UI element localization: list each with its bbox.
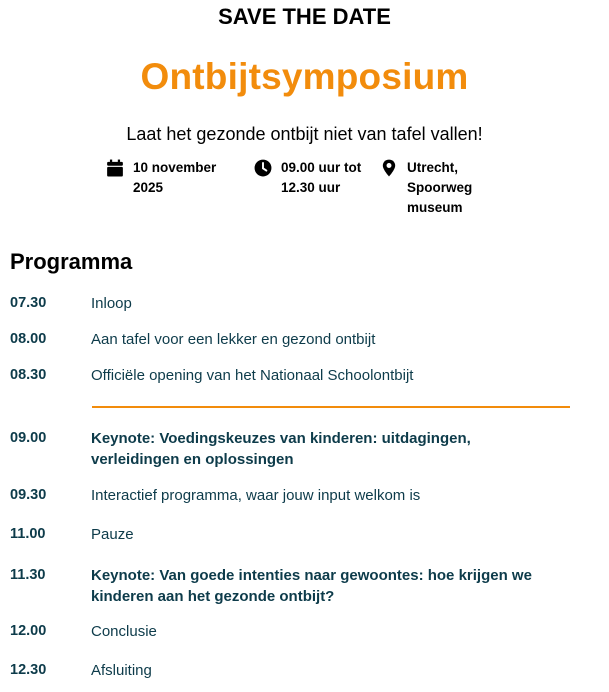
program-item-time: 09.30 [10, 487, 47, 503]
program-item [10, 329, 580, 350]
program-item-text-line-1: Keynote: Voedingskeuzes van kinderen: uitdagingen, [91, 430, 471, 447]
program-item-time: 11.30 [10, 567, 46, 583]
info-date-line-1: 10 november [133, 160, 217, 175]
page-subtitle: Laat het gezonde ontbijt niet van tafel vallen! [126, 124, 483, 144]
program-item-text: Aan tafel voor een lekker en gezond ontbijt [91, 331, 376, 348]
program-item-time: 11.00 [10, 526, 46, 542]
program-item [10, 293, 580, 314]
program-title: Programma [10, 249, 133, 274]
info-location [380, 158, 472, 218]
program-item [10, 365, 580, 386]
program-item-time: 07.30 [10, 295, 47, 311]
info-time-line-2: 12.30 uur [281, 180, 341, 195]
program-item [10, 621, 580, 642]
program-item-text: Pauze [91, 526, 134, 543]
info-location-line-3: museum [407, 200, 463, 215]
program-item-time: 08.30 [10, 367, 47, 383]
program-item-keynote [10, 428, 580, 470]
info-time [254, 158, 361, 198]
program-item-keynote [10, 565, 580, 607]
info-date [106, 158, 216, 198]
program-item [10, 485, 580, 506]
program-item [10, 524, 580, 545]
info-time-line-1: 09.00 uur tot [281, 160, 362, 175]
program-item-time: 08.00 [10, 331, 47, 347]
program-item-text: Conclusie [91, 623, 157, 640]
page-title: Ontbijtsymposium [140, 56, 469, 97]
program-item-time: 12.30 [10, 662, 47, 678]
program-item-time: 09.00 [10, 430, 47, 446]
clock-icon [254, 159, 272, 177]
program-item-text-line-2: kinderen aan het gezonde ontbijt? [91, 588, 335, 605]
program-item [10, 660, 580, 681]
program-item-time: 12.00 [10, 623, 47, 639]
program-item-text-line-2: verleidingen en oplossingen [91, 451, 294, 468]
info-date-line-2: 2025 [133, 180, 164, 195]
program-item-text-line-1: Keynote: Van goede intenties naar gewoontes: hoe krijgen we [91, 567, 532, 584]
map-pin-icon [380, 159, 398, 177]
save-the-date-heading: SAVE THE DATE [218, 4, 391, 29]
program-item-text: Afsluiting [91, 662, 152, 679]
program-divider [92, 406, 570, 408]
program-item-text: Officiële opening van het Nationaal Schoolontbijt [91, 367, 414, 384]
info-location-line-2: Spoorweg [407, 180, 473, 195]
program-item-text: Inloop [91, 295, 132, 312]
program-item-text: Interactief programma, waar jouw input welkom is [91, 487, 421, 504]
calendar-icon [106, 159, 124, 177]
info-location-line-1: Utrecht, [407, 160, 459, 175]
